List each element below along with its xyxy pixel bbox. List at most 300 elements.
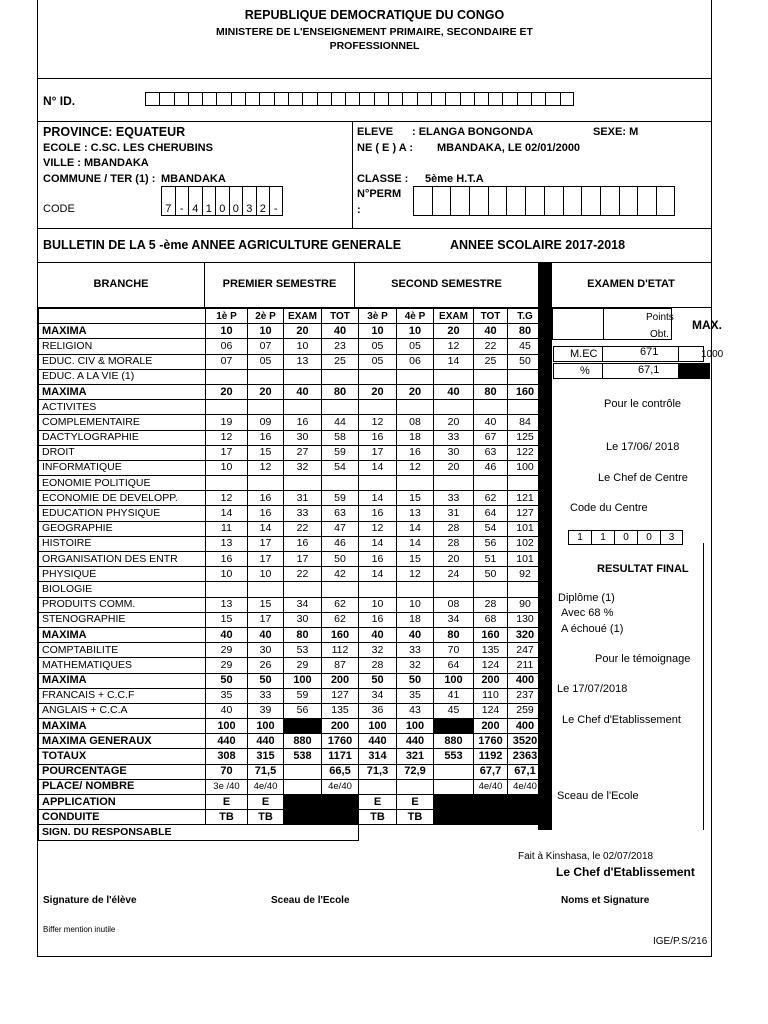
grade-cell: 53 [284,643,322,658]
id-digit-box [174,92,188,106]
grade-cell: 12 [434,339,474,354]
grade-cell: 124 [474,703,508,718]
id-digit-box [431,92,445,106]
grade-cell: 39 [248,703,284,718]
subject-label: DACTYLOGRAPHIE [39,430,206,445]
table-row [39,627,543,642]
grade-cell: 44 [322,415,359,430]
grade-cell [248,400,284,415]
grade-cell [508,476,543,491]
grade-cell: 15 [397,491,434,506]
grade-cell [359,582,397,597]
subheader-cell: TOT [322,309,359,324]
subject-label: PRODUITS COMM. [39,597,206,612]
country-title: REPUBLIQUE DEMOCRATIQUE DU CONGO [244,8,505,22]
grade-cell: 14 [359,460,397,475]
grade-cell [248,369,284,384]
centre-digit: 0 [637,530,660,545]
grade-cell: 10 [284,339,322,354]
sceau: Sceau de l'Ecole [557,790,639,802]
obt-label: Obt. [650,329,669,340]
grade-cell: 14 [359,536,397,551]
subject-label: EDUC. CIV & MORALE [39,354,206,369]
grade-cell: 12 [248,460,284,475]
grade-cell: 15 [248,445,284,460]
grade-cell: 40 [474,415,508,430]
grade-cell [397,369,434,384]
grade-cell: 63 [322,506,359,521]
grade-cell: 100 [508,460,543,475]
grade-cell: 80 [284,627,322,642]
perm-colon: : [357,204,361,216]
table-row [39,810,543,825]
grade-cell: 06 [397,354,434,369]
pct-value: 67,1 [638,364,660,376]
grade-cell [434,476,474,491]
subject-label: POURCENTAGE [39,764,206,779]
grade-cell: 40 [206,703,248,718]
grade-cell [434,795,474,810]
grade-cell: 200 [322,673,359,688]
grade-cell: 64 [434,658,474,673]
grade-cell: 440 [248,734,284,749]
grade-cell: 50 [359,673,397,688]
grade-cell: 71,5 [248,764,284,779]
subject-label: ECONOMIE DE DEVELOPP. [39,491,206,506]
mec-value: 671 [640,346,659,358]
echoue: A échoué (1) [561,623,624,635]
grade-cell [322,369,359,384]
id-digit-box [502,92,516,106]
subject-label: MAXIMA [39,324,206,339]
grade-cell: 125 [508,430,543,445]
grade-cell: 1171 [322,749,359,764]
grade-cell: 101 [508,521,543,536]
id-digit-box [188,92,202,106]
grade-cell: 23 [322,339,359,354]
grade-cell: 47 [322,521,359,536]
grade-cell: 68 [474,612,508,627]
chef-etab: Le Chef d'Etablissement [562,714,681,726]
grade-cell: 110 [474,688,508,703]
school-year: ANNEE SCOLAIRE 2017-2018 [450,238,626,252]
grade-cell: 16 [397,445,434,460]
grade-cell: 07 [206,354,248,369]
grade-cell: 12 [359,521,397,536]
grade-cell [284,764,322,779]
grade-cell: 14 [434,354,474,369]
grade-cell [434,369,474,384]
grade-cell: 20 [434,552,474,567]
grade-cell: 12 [206,491,248,506]
perm-digit-box [525,186,544,216]
id-digit-box [345,92,359,106]
grade-cell: 100 [206,719,248,734]
grade-cell: 30 [248,643,284,658]
subject-label: COMPTABILITE [39,643,206,658]
grade-cell [434,582,474,597]
grade-cell: 12 [397,460,434,475]
subject-label: DROIT [39,445,206,460]
grade-cell: 20 [248,384,284,399]
grade-cell: 14 [397,536,434,551]
table-row [39,567,543,582]
grade-cell: 33 [434,491,474,506]
centre-digit: 3 [660,530,683,545]
grade-cell [359,369,397,384]
grade-cell: 14 [359,567,397,582]
grade-cell: 211 [508,658,543,673]
grade-cell: 27 [284,445,322,460]
grade-cell: 29 [206,658,248,673]
grade-cell [434,810,474,825]
id-digit-box [545,92,559,106]
subject-label: MAXIMA [39,384,206,399]
table-row [39,703,543,718]
grade-cell [322,810,359,825]
grade-cell [397,582,434,597]
grade-cell: 12 [359,415,397,430]
grade-cell: 66,5 [322,764,359,779]
grade-cell: 200 [474,719,508,734]
table-row [39,825,543,840]
branche-header: BRANCHE [93,278,149,290]
grade-cell: 122 [508,445,543,460]
grade-cell: 33 [434,430,474,445]
grade-cell: 07 [248,339,284,354]
table-row [39,324,543,339]
subject-label: APPLICATION [39,795,206,810]
grade-cell: 12 [397,567,434,582]
id-digit-box [302,92,316,106]
table-row [39,460,543,475]
table-row [39,597,543,612]
table-row [39,612,543,627]
id-digit-box [488,92,502,106]
subject-label: GEOGRAPHIE [39,521,206,536]
fait-a: Fait à Kinshasa, le 02/07/2018 [518,851,654,862]
grade-cell: 32 [359,643,397,658]
sceau-ecole: Sceau de l'Ecole [271,895,350,906]
grade-cell: 13 [206,536,248,551]
grade-cell: 29 [284,658,322,673]
classe-label: CLASSE : [357,173,409,185]
subject-label: CONDUITE [39,810,206,825]
grade-cell: 05 [359,354,397,369]
grade-cell [284,369,322,384]
grade-cell [508,400,543,415]
table-row [39,734,543,749]
grade-cell: 10 [206,460,248,475]
grade-cell: 33 [248,688,284,703]
grade-cell: 22 [474,339,508,354]
code-digit: 7 [161,186,175,216]
grade-cell: 31 [434,506,474,521]
grade-cell: 20 [434,415,474,430]
grade-cell: 440 [206,734,248,749]
grade-cell: 40 [397,627,434,642]
id-digit-box [259,92,273,106]
grade-cell: 80 [474,384,508,399]
grade-cell: 15 [397,552,434,567]
code-digit: - [269,186,283,216]
grade-cell: 160 [508,384,543,399]
perm-digit-box [656,186,675,216]
subject-label: MAXIMA [39,673,206,688]
perm-digit-box [563,186,582,216]
grade-cell: 40 [359,627,397,642]
grade-cell: 40 [322,324,359,339]
subheader-cell: 2è P [248,309,284,324]
grade-cell: 20 [206,384,248,399]
grade-cell: 440 [359,734,397,749]
ville: VILLE : MBANDAKA [43,157,149,169]
grade-cell: 315 [248,749,284,764]
commune-label: COMMUNE / TER (1) : [43,173,156,185]
sexe: SEXE: M [593,126,639,138]
grade-cell: 45 [508,339,543,354]
grade-cell [508,810,543,825]
grade-cell: 80 [508,324,543,339]
ne-label: NE ( E ) A : [357,142,414,154]
grade-cell: 67 [474,430,508,445]
ministry-line1: MINISTERE DE L'ENSEIGNEMENT PRIMAIRE, SECONDAIRE ET [216,26,533,38]
id-digit-box [560,92,574,106]
grade-cell: 45 [434,703,474,718]
grade-cell [397,476,434,491]
grade-cell: 80 [434,627,474,642]
id-digit-box [445,92,459,106]
subject-label: HISTOIRE [39,536,206,551]
code-digit: 4 [188,186,202,216]
table-row [39,506,543,521]
code-digit: 0 [229,186,243,216]
grade-cell [359,400,397,415]
grade-cell: 100 [397,719,434,734]
grade-cell: 33 [284,506,322,521]
grade-cell [284,719,322,734]
diplome: Diplôme (1) [558,592,615,604]
table-row [39,369,543,384]
grade-cell: 40 [474,324,508,339]
grade-cell: 50 [248,673,284,688]
grade-cell: 50 [474,567,508,582]
id-digit-box [374,92,388,106]
noms-signature: Noms et Signature [561,895,650,906]
grade-cell: 13 [397,506,434,521]
grade-cell: 14 [248,521,284,536]
grade-cell: 67,7 [474,764,508,779]
grade-cell: 36 [359,703,397,718]
grade-cell: 17 [248,612,284,627]
grade-cell: 160 [322,627,359,642]
grade-cell: 33 [397,643,434,658]
grade-cell [322,476,359,491]
grade-cell: 17 [248,536,284,551]
grade-cell: 121 [508,491,543,506]
grade-cell [474,795,508,810]
grade-cell: 16 [284,415,322,430]
id-number-boxes [145,92,574,106]
grade-cell [206,476,248,491]
grade-cell [284,795,322,810]
grade-cell: 50 [508,354,543,369]
code-digit: 0 [215,186,229,216]
grade-cell: 24 [434,567,474,582]
grade-cell: 59 [322,491,359,506]
grade-cell: 34 [359,688,397,703]
centre-digit: 1 [568,530,591,545]
code-centre: Code du Centre [570,502,648,514]
grade-cell [248,476,284,491]
table-row [39,582,543,597]
grade-cell: 32 [284,460,322,475]
subject-label: EDUCATION PHYSIQUE [39,506,206,521]
grade-cell: 100 [434,673,474,688]
subheader-row [39,309,543,324]
subheader-cell: EXAM [284,309,322,324]
grade-cell: 247 [508,643,543,658]
grade-cell: 05 [248,354,284,369]
perm-digit-box [469,186,488,216]
id-digit-box [231,92,245,106]
grade-cell [474,369,508,384]
points-label: Points [646,312,674,323]
grade-cell: 59 [284,688,322,703]
grade-cell [434,779,474,794]
grade-cell [508,369,543,384]
grade-cell: 46 [474,460,508,475]
grade-cell: 10 [248,324,284,339]
table-row [39,719,543,734]
grade-cell: 06 [206,339,248,354]
table-row [39,339,543,354]
grade-cell: 08 [397,415,434,430]
grade-cell: 28 [434,536,474,551]
grade-cell [474,582,508,597]
grade-cell: 1760 [322,734,359,749]
table-row [39,779,543,794]
grade-cell: 28 [359,658,397,673]
id-digit-box [417,92,431,106]
grade-cell: 70 [206,764,248,779]
grade-cell: 880 [434,734,474,749]
eleve-label: ELEVE [357,126,394,138]
grade-cell: 16 [359,430,397,445]
grade-cell: 40 [284,384,322,399]
grade-cell: 16 [248,430,284,445]
grade-cell: 30 [434,445,474,460]
grade-cell [508,582,543,597]
table-row [39,521,543,536]
table-row [39,415,543,430]
grade-cell [359,476,397,491]
grade-cell: 30 [284,612,322,627]
grade-cell: 32 [397,658,434,673]
grade-cell: 90 [508,597,543,612]
grade-cell: 41 [434,688,474,703]
perm-digit-box [432,186,451,216]
code-digit: 2 [256,186,270,216]
grade-cell: 22 [284,521,322,536]
grade-cell: 17 [359,445,397,460]
subject-label: MAXIMA [39,719,206,734]
grade-cell: 08 [434,597,474,612]
grade-cell: 16 [359,612,397,627]
grade-cell: 308 [206,749,248,764]
centre-digit: 1 [591,530,614,545]
grade-cell: E [248,795,284,810]
examen-header: EXAMEN D'ETAT [587,278,675,290]
eleve-value: : ELANGA BONGONDA [412,126,534,138]
grade-cell [322,582,359,597]
subject-label: MATHEMATIQUES [39,658,206,673]
subheader-cell: 3è P [359,309,397,324]
grade-cell: E [397,795,434,810]
grade-cell: 135 [474,643,508,658]
subheader-cell: 4è P [397,309,434,324]
table-row [39,430,543,445]
grade-cell [322,400,359,415]
grade-cell: 4e/40 [508,779,543,794]
grade-cell: 56 [284,703,322,718]
perm-digit-box [581,186,600,216]
grade-cell [434,764,474,779]
subheader-cell: 1è P [206,309,248,324]
pct-label: % [580,365,590,377]
grade-cell: 09 [248,415,284,430]
grade-cell: 34 [284,597,322,612]
subject-label: ANGLAIS + C.C.A [39,703,206,718]
grade-cell [508,795,543,810]
grade-cell: 10 [248,567,284,582]
id-digit-box [159,92,173,106]
grade-cell: 17 [206,445,248,460]
centre-digit: 0 [614,530,637,545]
subject-label: SIGN. DU RESPONSABLE [39,825,359,840]
grade-cell [397,400,434,415]
grade-cell: TB [359,810,397,825]
centre-code-boxes [568,530,683,545]
grade-cell: 30 [284,430,322,445]
code-digit: 3 [242,186,256,216]
perm-label: N°PERM [357,188,402,200]
grade-cell [474,810,508,825]
grade-cell [359,779,397,794]
commune-value: MBANDAKA [161,173,226,185]
table-row [39,688,543,703]
grade-cell: 50 [206,673,248,688]
table-row [39,354,543,369]
id-digit-box [517,92,531,106]
subject-label: INFORMATIQUE [39,460,206,475]
temoignage: Pour le témoignage [595,653,691,665]
grade-cell: 58 [322,430,359,445]
grade-cell: TB [248,810,284,825]
grade-cell: 43 [397,703,434,718]
grade-cell: 11 [206,521,248,536]
perm-number-boxes [413,186,675,216]
signature-eleve: Signature de l'élève [43,895,137,906]
grade-cell [434,719,474,734]
subject-label: BIOLOGIE [39,582,206,597]
grade-cell: 3520 [508,734,543,749]
grade-cell: 15 [206,612,248,627]
ecole: ECOLE : C.SC. LES CHERUBINS [43,142,213,154]
subject-label: EDUC. A LA VIE (1) [39,369,206,384]
table-row [39,476,543,491]
date1: Le 17/06/ 2018 [606,441,680,453]
